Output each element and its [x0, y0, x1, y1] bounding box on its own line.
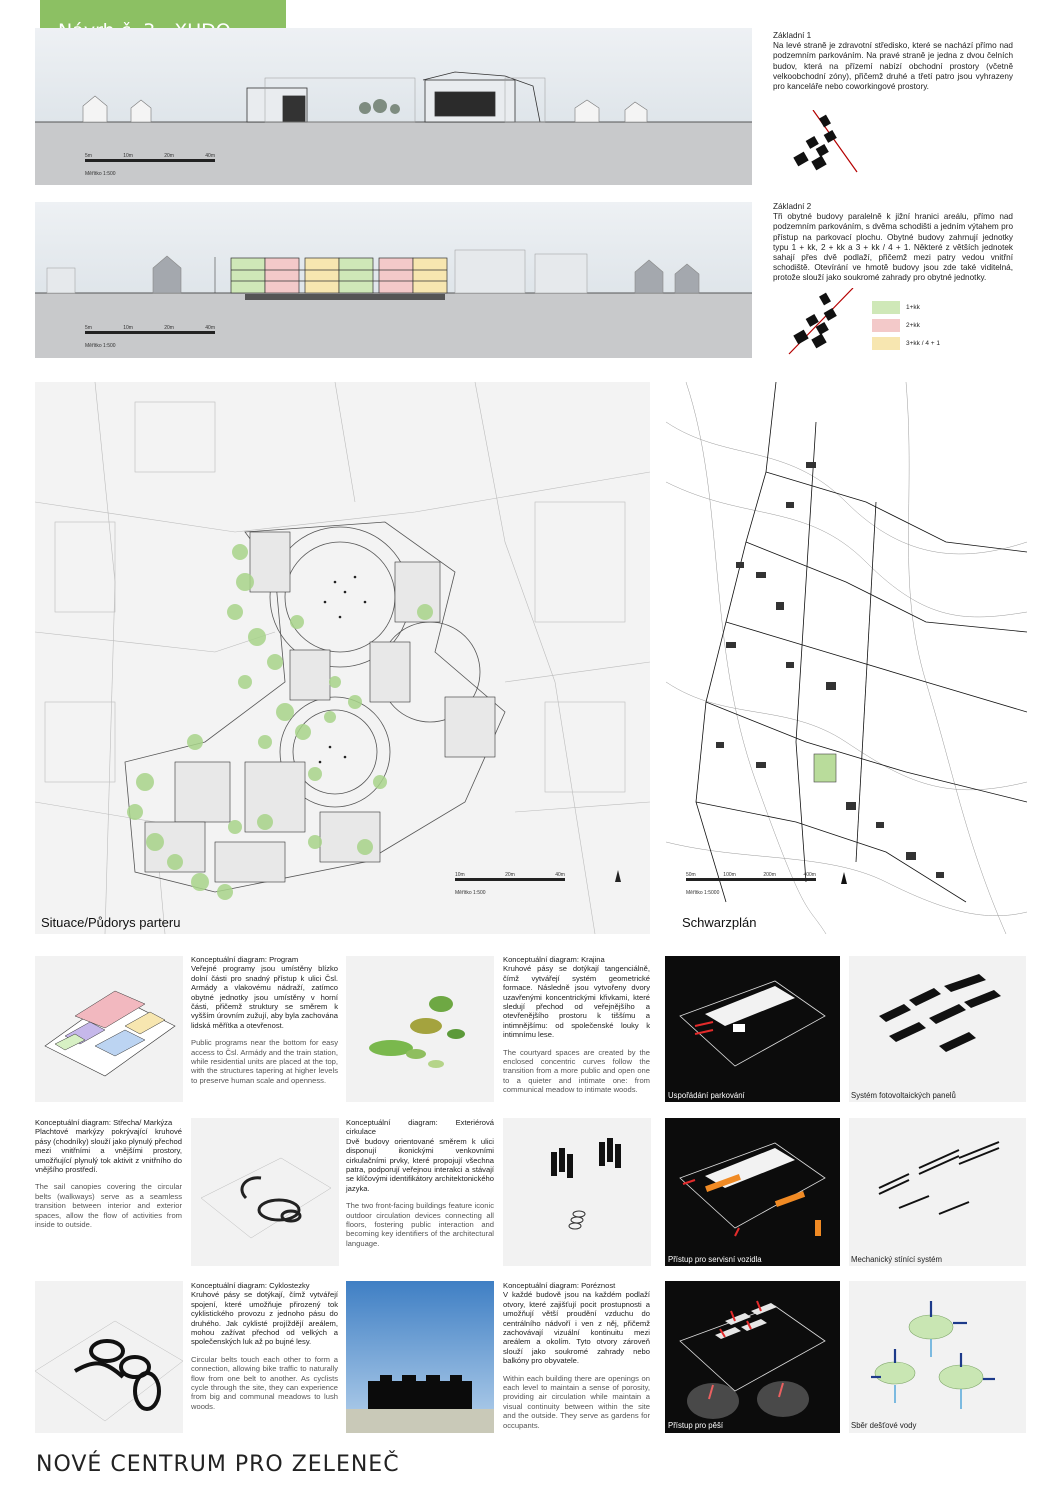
porosity-description: V každé budově jsou na každém podlaží otvory, které zajišťují pocit prostupnosti a umožňují větší proudění vzduchu do centrálního nádvoří i ven z něj, přičemž zachovávají vizuální kontinuitu mezi areálem a okolím. Tyto otvory zároveň slouží jako soukromé zahrady nebo balkóny pro obyvatele.: [503, 1290, 650, 1366]
pv-axonometric: [849, 956, 1026, 1102]
service-caption: Přístup pro servisní vozidla: [668, 1255, 762, 1264]
scale-tick: 400m: [803, 872, 816, 878]
unit-legend: [872, 298, 940, 352]
scale-tick: 40m: [205, 325, 215, 331]
scale-tick: 40m: [205, 153, 215, 159]
shading-axonometric: [849, 1118, 1026, 1266]
scale-bar-1: [85, 153, 215, 180]
circulation-diagram: [503, 1118, 651, 1266]
parking-caption: Uspořádání parkování: [668, 1091, 745, 1100]
landscape-text: [503, 955, 650, 1095]
cycling-text: [191, 1281, 338, 1411]
section-drawing-1: [35, 28, 752, 185]
roof-description: Plachtové markýzy pokrývající kruhové pásy (chodníky) slouží jako plynulý přechod mezi vnitřními a vnějšími prostory, umožňující plynulý tok aktivit z vnitřního do vnějšího prostředí.: [35, 1127, 182, 1175]
schwarzplan: [666, 382, 1027, 934]
site-plan-scale: [455, 872, 565, 899]
section-2-keyplan: [785, 288, 865, 358]
legend-item: [872, 298, 940, 316]
rainwater-diagram: [849, 1281, 1026, 1433]
scale-tick: 20m: [164, 325, 174, 331]
porosity-title: Konceptuální diagram: Poréznost: [503, 1281, 616, 1290]
landscape-title: Konceptuální diagram: Krajina: [503, 955, 605, 964]
legend-swatch: [872, 337, 900, 350]
circulation-axonometric: [503, 1118, 651, 1266]
scale-tick: 20m: [505, 872, 515, 878]
section-drawing-2: [35, 202, 752, 358]
shading-caption: Mechanický stínící systém: [851, 1255, 942, 1264]
scale-tick: 10m: [123, 325, 133, 331]
circulation-description: Dvě budovy orientované směrem k ulici disponují ikonickými venkovními cirkulačními prvky, které propojují všechna patra, podporují veřejnou interakci a stávají se klíčovými identifikátory architektonického jazyka.: [346, 1136, 494, 1193]
site-plan-label: Situace/Půdorys parteru: [41, 915, 181, 930]
program-diagram: [35, 956, 183, 1102]
landscape-diagram: [346, 956, 494, 1102]
porosity-text: [503, 1281, 650, 1430]
roof-text: [35, 1118, 182, 1229]
scale-tick: 5m: [85, 325, 92, 331]
legend-label: 3+kk / 4 + 1: [906, 339, 940, 347]
scale-tick: 20m: [164, 153, 174, 159]
roof-diagram: [191, 1118, 339, 1266]
legend-swatch: [872, 301, 900, 314]
cycling-description-en: Circular belts touch each other to form a connection, allowing bike traffic to naturally flow from one belt to another. As cyclists cycle through the site, they can experience from big and communal meadows to lush woods.: [191, 1354, 338, 1411]
pv-caption: Systém fotovoltaických panelů: [851, 1091, 956, 1100]
circulation-description-en: The two front-facing buildings feature iconic outdoor circulation devices connecting all floors, fostering public interaction and becoming key identifiers of the architectural language.: [346, 1201, 494, 1248]
landscape-axonometric: [346, 956, 494, 1102]
legend-label: 1+kk: [906, 303, 920, 311]
circulation-text: [346, 1118, 494, 1248]
cycling-diagram: [35, 1281, 183, 1433]
program-description-en: Public programs near the bottom for easy access to Čsl. Armády and the train station, while residential units are placed at the top, with the structures tapering at higher levels to preserve human scale and openness.: [191, 1038, 338, 1085]
scale-bar-2: [85, 325, 215, 352]
cycling-description: Kruhové pásy se dotýkají, čímž vytvářejí spojení, které umožňuje přirozený tok cyklistického provozu z jednoho pásu do druhého. Jak cyklisté projíždějí areálem, mohou zažívat přechod od velkých a společenských luk až po bujné lesy.: [191, 1290, 338, 1347]
shading-diagram: [849, 1118, 1026, 1266]
schwarzplan-drawing: [666, 382, 1027, 934]
section-1-text: Na levé straně je zdravotní středisko, které se nachází přímo nad podzemním parkováním. Na pravé straně je jedna z dvou čelních budov, která na přízemí nabízí obchodní prostory (včetně velkoobchodní zóny), přičemž druhé a třetí patro jsou vyhrazeny pro kanceláře nebo coworkingové prostory.: [773, 41, 1013, 92]
scale-tick: 10m: [455, 872, 465, 878]
section-1-keyplan: [785, 110, 865, 180]
landscape-description: Kruhové pásy se dotýkají tangenciálně, čímž vytvářejí systém geometrické formace. Následně jsou vytvořeny dvory uzavřenými koncentrickými křivkami, které sledují přechod od veřejnějšího a otevřenějšího prostoru k tiššímu a intimnějšímu: od společenské louky k intimnímu lese.: [503, 964, 650, 1040]
site-plan: [35, 382, 650, 934]
section-2-description: [773, 202, 1013, 284]
scale-label: Měřítko 1:5000: [686, 890, 720, 896]
pedestrian-caption: Přístup pro pěší: [668, 1421, 724, 1430]
section-2-text: Tři obytné budovy paralelně k jižní hranici areálu, přímo nad podzemním parkováním, s dvěma schodišti a jedním výtahem pro přístup na parkovací plochu. Obytné budovy zahrnují jednotky typu 1 + kk, 2 + kk a 3 + kk / 4 + 1. Některé z větších jednotek sahají přes dvě podlaží, přičemž mezi patry vedou vnitřní schodiště. Otevírání ve hmotě budovy jsou zde také viditelná, protože slouží jako soukromé zahrady pro obytné jednotky.: [773, 212, 1013, 283]
roof-description-en: The sail canopies covering the circular belts (walkways) serve as a seamless transition between interior and exterior spaces, allow the flow of activities from inside to outside.: [35, 1182, 182, 1230]
service-diagram: [665, 1118, 840, 1266]
service-axonometric: [665, 1118, 840, 1266]
parking-axonometric: [665, 956, 840, 1102]
circulation-title: Konceptuální diagram: Exteriérová cirkulace: [346, 1118, 494, 1137]
program-title: Konceptuální diagram: Program: [191, 955, 299, 964]
pedestrian-axonometric: [665, 1281, 840, 1433]
porosity-description-en: Within each building there are openings on each level to maintain a sense of porosity, providing air circulation while maintain a visual continuity between within the site and the outside. They serve as gardens for occupants.: [503, 1373, 650, 1430]
cycling-title: Konceptuální diagram: Cyklostezky: [191, 1281, 310, 1290]
rainwater-caption: Sběr dešťové vody: [851, 1421, 917, 1430]
legend-item: [872, 334, 940, 352]
legend-swatch: [872, 319, 900, 332]
program-axonometric: [35, 956, 183, 1102]
site-plan-drawing: [35, 382, 650, 934]
scale-tick: 100m: [723, 872, 736, 878]
roof-axonometric: [191, 1118, 339, 1266]
scale-tick: 10m: [123, 153, 133, 159]
legend-label: 2+kk: [906, 321, 920, 329]
scale-tick: 50m: [686, 872, 696, 878]
roof-title: Konceptuální diagram: Střecha/ Markýza: [35, 1118, 173, 1127]
schwarzplan-scale: [686, 872, 816, 899]
pedestrian-diagram: [665, 1281, 840, 1433]
section-1-description: [773, 31, 1013, 92]
rainwater-axonometric: [849, 1281, 1026, 1433]
scale-label: Měřítko 1:500: [85, 171, 116, 177]
section-2-heading: Základní 2: [773, 202, 812, 211]
scale-tick: 200m: [763, 872, 776, 878]
parking-diagram: [665, 956, 840, 1102]
section-1-heading: Základní 1: [773, 31, 812, 40]
legend-item: [872, 316, 940, 334]
poster-title: NOVÉ CENTRUM PRO ZELENEČ: [36, 1452, 400, 1477]
schwarzplan-label: Schwarzplán: [682, 915, 757, 930]
landscape-description-en: The courtyard spaces are created by the enclosed concentric curves follow the transition from a more public and open one to a quieter and intimate one: from communical meadow to intimate woods.: [503, 1047, 650, 1095]
porosity-image: [346, 1281, 494, 1433]
program-description: Veřejné programy jsou umístěny blízko dolní části pro snadný přístup k ulici Čsl. Armády a vlakovému nádraží, zatímco obytné jednotky jsou umístěny v horní části, přičemž struktury se směrem k vyšším úrovním zužují, aby byla zachována lidská měřítka a otevřenost.: [191, 964, 338, 1030]
cycling-axonometric: [35, 1281, 183, 1433]
scale-tick: 5m: [85, 153, 92, 159]
scale-tick: 40m: [555, 872, 565, 878]
scale-label: Měřítko 1:500: [455, 890, 486, 896]
porosity-facade: [346, 1281, 494, 1433]
pv-diagram: [849, 956, 1026, 1102]
program-text: [191, 955, 338, 1085]
scale-label: Měřítko 1:500: [85, 343, 116, 349]
